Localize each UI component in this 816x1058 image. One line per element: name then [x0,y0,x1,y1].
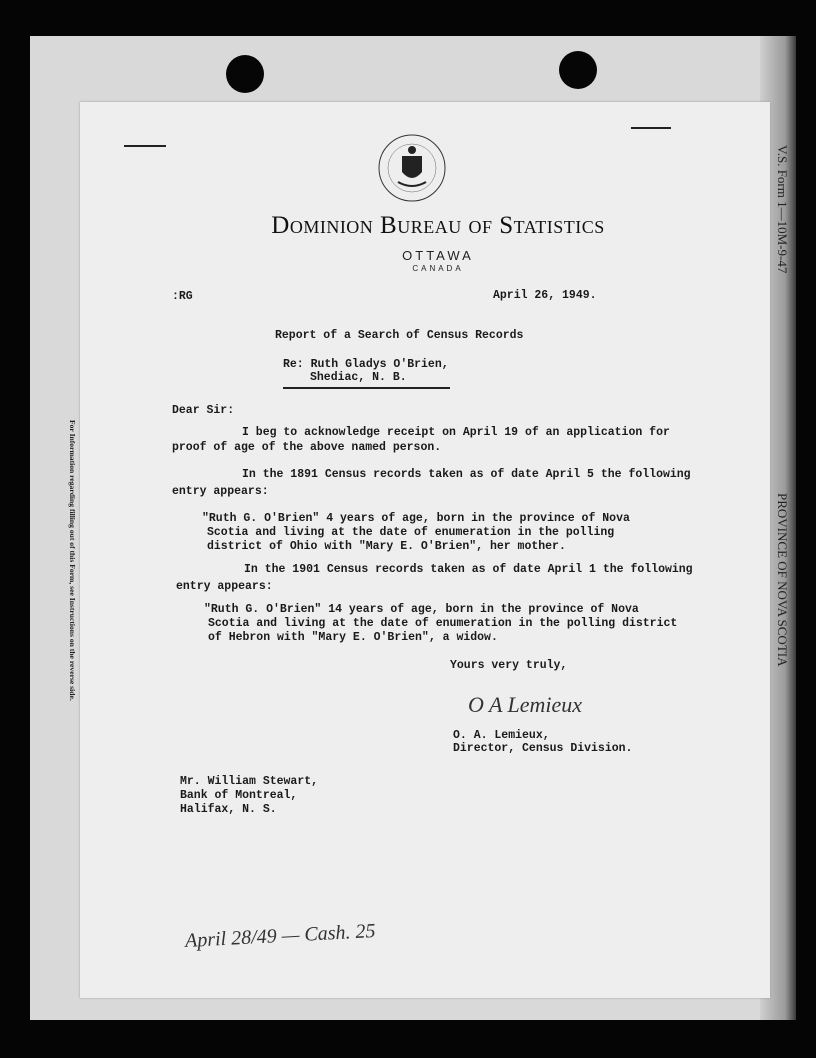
letter-date: April 26, 1949. [493,289,597,302]
department-seal-icon [376,132,448,204]
recipient-line: Mr. William Stewart, [180,775,319,788]
closing: Yours very truly, [450,659,568,672]
handwritten-note: April 28/49 — Cash. 25 [184,920,376,952]
punch-hole [226,55,264,93]
paragraph-line: entry appears: [176,580,273,593]
paragraph-line: I beg to acknowledge receipt on April 19 of an application for [242,426,670,439]
form-number: V.S. Form 1—10M-9-47 [775,145,790,274]
quote-line: Scotia and living at the date of enumeration in the polling district [208,617,678,630]
paragraph-line: proof of age of the above named person. [172,441,442,454]
reference-initials: :RG [172,290,193,303]
quote-line: "Ruth G. O'Brien" 14 years of age, born in the province of Nova [204,603,639,616]
quote-line: Scotia and living at the date of enumeration in the polling [207,526,615,539]
signer-name: O. A. Lemieux, [453,729,550,742]
paragraph-line: In the 1891 Census records taken as of date April 5 the following [242,468,691,481]
margin-mark [124,145,166,147]
subject-line: Report of a Search of Census Records [275,329,524,342]
form-instructions: For Information regarding filling out of this Form, see Instructions on the reverse side. [68,420,77,701]
quote-line: district of Ohio with "Mary E. O'Brien", her mother. [207,540,566,553]
signature: O A Lemieux [468,692,583,717]
margin-mark [631,127,671,129]
letterhead-city: OTTAWA [402,248,474,263]
province-label: PROVINCE OF NOVA SCOTIA [775,493,790,667]
paragraph-line: entry appears: [172,485,269,498]
letterhead-country: CANADA [412,264,464,273]
subject-underline [283,387,450,389]
letterhead-title: Dominion Bureau of Statistics [271,212,605,239]
quote-line: "Ruth G. O'Brien" 4 years of age, born in the province of Nova [202,512,630,525]
quote-line: of Hebron with "Mary E. O'Brien", a widow. [208,631,498,644]
recipient-line: Bank of Montreal, [180,789,298,802]
salutation: Dear Sir: [172,404,235,417]
signer-title: Director, Census Division. [453,742,633,755]
re-line: Shediac, N. B. [310,371,407,384]
recipient-line: Halifax, N. S. [180,803,277,816]
punch-hole [559,51,597,89]
paragraph-line: In the 1901 Census records taken as of date April 1 the following [244,563,693,576]
re-line: Re: Ruth Gladys O'Brien, [283,358,449,371]
